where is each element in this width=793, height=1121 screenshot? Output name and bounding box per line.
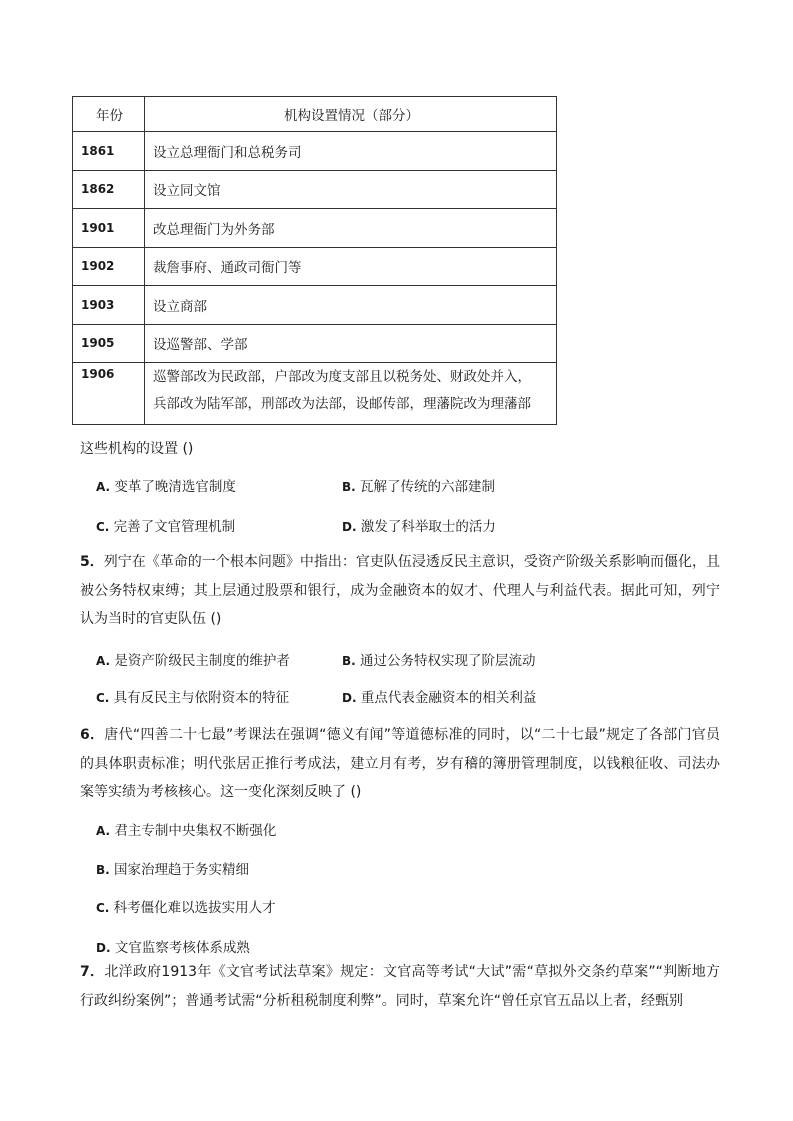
row-desc-line: 巡警部改为民政部，户部改为度支部且以税务处、财政处并入， — [153, 369, 531, 385]
question-text: 列宁在《革命的一个根本问题》中指出：官吏队伍浸透反民主意识，受资产阶级关系影响而僵化，且被公务特权束缚；其上层通过股票和银行，成为金融资本的奴才、代理人与利益代表。据此可知，列宁认为当时的官吏队伍 () — [80, 554, 721, 627]
table-row — [73, 132, 557, 171]
option-text: 重点代表金融资本的相关利益 — [360, 690, 537, 706]
option-text: 瓦解了传统的六部建制 — [360, 479, 496, 495]
institution-table — [72, 96, 557, 425]
option-text: 国家治理趋于务实精细 — [114, 862, 250, 878]
table-row — [73, 363, 557, 425]
q6-option-c[interactable] — [96, 896, 276, 916]
q6-option-a[interactable] — [96, 819, 276, 839]
row-desc: 设立商部 — [145, 286, 557, 325]
q4-stem: 这些机构的设置 () — [80, 441, 194, 457]
q5-option-d[interactable] — [342, 686, 536, 706]
table-row — [73, 209, 557, 248]
q5-option-a[interactable] — [96, 649, 290, 669]
table-header-row — [73, 97, 557, 132]
q7-stem — [80, 958, 720, 1015]
table-row — [73, 324, 557, 363]
option-key: A. — [96, 480, 111, 494]
row-desc: 改总理衙门为外务部 — [145, 209, 557, 248]
option-text: 是资产阶级民主制度的维护者 — [114, 653, 290, 669]
option-key: A. — [96, 824, 111, 838]
row-year: 1905 — [73, 324, 145, 363]
option-text: 通过公务特权实现了阶层流动 — [360, 653, 536, 669]
q5-stem — [80, 548, 720, 634]
q5-option-c[interactable] — [96, 686, 289, 706]
question-text: 北洋政府1913年《文官考试法草案》规定：文官高等考试“大试”需“草拟外交条约草案”“判断地方行政纠纷案例”；普通考试需“分析租税制度利弊”。同时，草案允许“曾任京官五品以上者，经甄别 — [80, 964, 720, 1009]
option-key: D. — [342, 520, 357, 534]
table-row — [73, 247, 557, 286]
row-desc — [145, 363, 557, 425]
row-year: 1861 — [73, 132, 145, 171]
row-year: 1903 — [73, 286, 145, 325]
q6-option-b[interactable] — [96, 858, 249, 878]
option-text: 完善了文官管理机制 — [113, 519, 236, 535]
row-desc: 裁詹事府、通政司衙门等 — [145, 247, 557, 286]
question-text: 唐代“四善二十七最”考课法在强调“德义有闻”等道德标准的同时，以“二十七最”规定了各部门官员的具体职责标准；明代张居正推行考成法，建立月有考，岁有稽的簿册管理制度，以钱粮征收、司法办案等实绩为考核核心。这一变化深刻反映了 () — [80, 727, 721, 800]
q6-stem — [80, 721, 720, 807]
option-key: D. — [342, 691, 357, 705]
option-key: D. — [96, 941, 111, 955]
option-text: 具有反民主与依附资本的特征 — [113, 690, 290, 706]
question-number: 7． — [80, 964, 105, 980]
option-text: 文官监察考核体系成熟 — [114, 940, 250, 956]
row-desc: 设巡警部、学部 — [145, 324, 557, 363]
question-number: 6． — [80, 727, 105, 743]
q4-option-c[interactable] — [96, 515, 235, 535]
row-year: 1901 — [73, 209, 145, 248]
table-row — [73, 286, 557, 325]
option-text: 科考僵化难以选拔实用人才 — [113, 900, 276, 916]
option-key: C. — [96, 691, 110, 705]
row-desc-line: 兵部改为陆军部，刑部改为法部，设邮传部，理藩院改为理藩部 — [153, 396, 531, 412]
q6-option-d[interactable] — [96, 936, 250, 956]
header-year: 年份 — [73, 97, 145, 132]
option-text: 君主专制中央集权不断强化 — [114, 823, 277, 839]
question-number: 5． — [80, 554, 104, 570]
q4-option-a[interactable] — [96, 475, 236, 495]
row-desc: 设立同文馆 — [145, 170, 557, 209]
option-key: C. — [96, 901, 110, 915]
q5-option-b[interactable] — [342, 649, 536, 669]
option-key: A. — [96, 654, 111, 668]
option-key: B. — [342, 654, 356, 668]
q4-option-d[interactable] — [342, 515, 496, 535]
option-key: C. — [96, 520, 110, 534]
table-row — [73, 170, 557, 209]
option-text: 激发了科举取士的活力 — [360, 519, 496, 535]
row-year: 1902 — [73, 247, 145, 286]
option-text: 变革了晚清选官制度 — [114, 479, 236, 495]
header-institutions: 机构设置情况（部分） — [145, 97, 557, 132]
option-key: B. — [342, 480, 356, 494]
row-year: 1862 — [73, 170, 145, 209]
q4-option-b[interactable] — [342, 475, 495, 495]
option-key: B. — [96, 863, 110, 877]
row-year: 1906 — [73, 363, 145, 425]
row-desc: 设立总理衙门和总税务司 — [145, 132, 557, 171]
